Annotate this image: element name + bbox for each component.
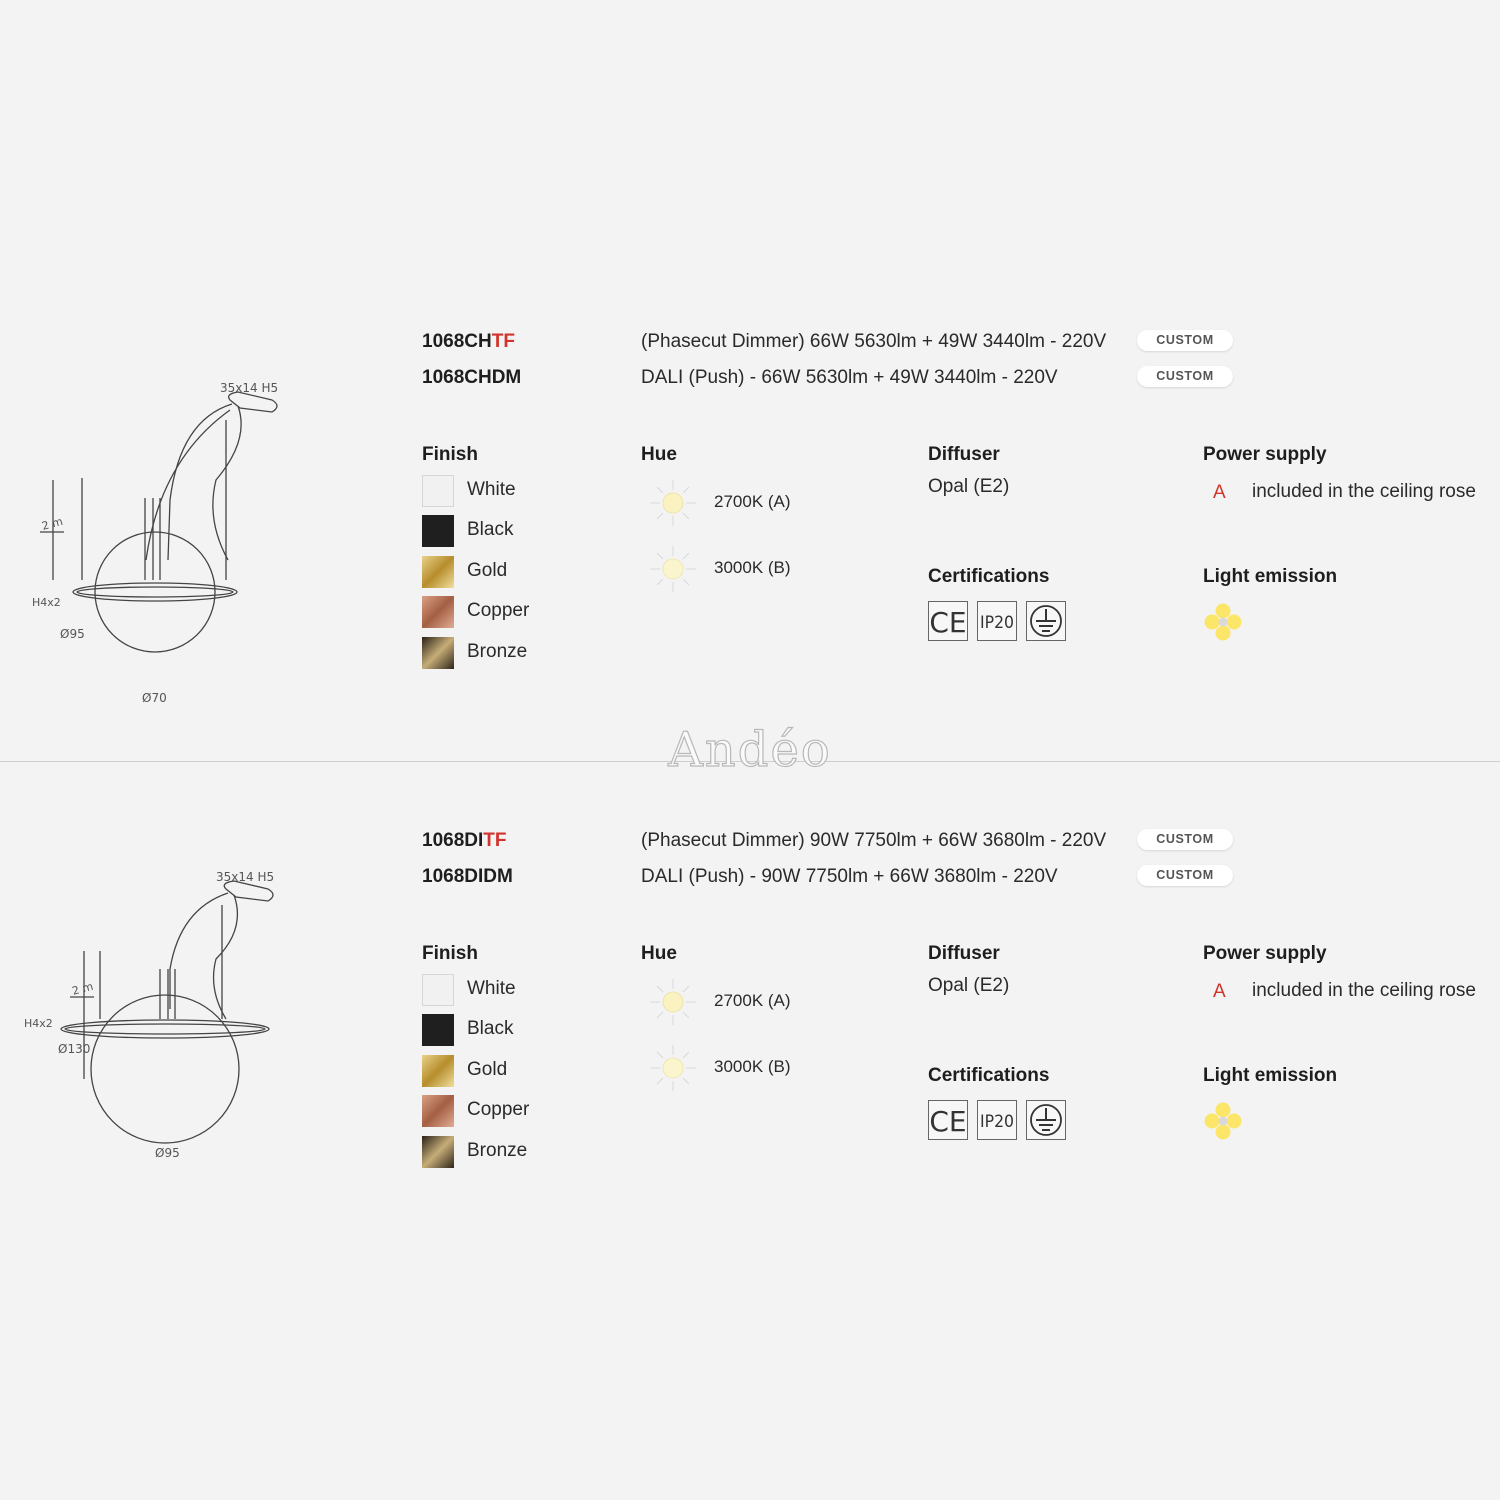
- model-code-2a: 1068DITF: [422, 830, 507, 851]
- power-supply-heading: Power supply: [1203, 943, 1327, 964]
- product-section-2: [0, 819, 1500, 1239]
- swatch-bronze: [422, 1136, 454, 1168]
- finish-label: Copper: [467, 1099, 530, 1120]
- power-supply-value: included in the ceiling rose: [1252, 481, 1476, 502]
- light-emission-icon: [1202, 1100, 1244, 1142]
- model-spec-2a: (Phasecut Dimmer) 90W 7750lm + 66W 3680lm - 220V: [641, 830, 1107, 851]
- model-code-1a: 1068CHTF: [422, 331, 515, 352]
- finish-heading: Finish: [422, 444, 478, 465]
- sun-warm-icon: [648, 478, 698, 528]
- drawing-globe-label: Ø95: [155, 1146, 180, 1160]
- drawing-height-label: H4x2: [32, 596, 61, 609]
- custom-badge-2b[interactable]: CUSTOM: [1137, 865, 1233, 886]
- diffuser-value: Opal (E2): [928, 476, 1010, 497]
- certifications-row: [928, 1100, 1068, 1142]
- brand-logo: Andéo: [668, 722, 832, 778]
- technical-drawing-1: [20, 380, 300, 705]
- swatch-white: [422, 974, 454, 1006]
- finish-label: Bronze: [467, 1140, 528, 1161]
- model-code-2b: 1068DIDM: [422, 866, 513, 887]
- svg-text:CE: CE: [929, 606, 967, 639]
- diffuser-heading: Diffuser: [928, 444, 1000, 465]
- drawing-canopy-label: 35x14 H5: [216, 870, 275, 884]
- swatch-black: [422, 515, 454, 547]
- finish-label: White: [467, 978, 516, 999]
- energy-class: A: [1213, 981, 1226, 1002]
- swatch-black: [422, 1014, 454, 1046]
- finish-label: White: [467, 479, 516, 500]
- svg-text:IP20: IP20: [980, 613, 1014, 633]
- model-spec-1b: DALI (Push) - 66W 5630lm + 49W 3440lm - 220V: [641, 367, 1058, 388]
- hue-label: 2700K (A): [714, 991, 791, 1010]
- model-spec-1a: (Phasecut Dimmer) 66W 5630lm + 49W 3440lm - 220V: [641, 331, 1107, 352]
- diffuser-value: Opal (E2): [928, 975, 1010, 996]
- ground-protection-icon: [1026, 601, 1066, 641]
- light-emission-heading: Light emission: [1203, 566, 1338, 587]
- hue-label: 3000K (B): [714, 1057, 791, 1076]
- finish-label: Copper: [467, 600, 530, 621]
- drawing-cable-label: 2 m: [70, 979, 95, 998]
- swatch-copper: [422, 1095, 454, 1127]
- product-section-1: [0, 320, 1500, 740]
- model-code-1b: 1068CHDM: [422, 367, 522, 388]
- certifications-heading: Certifications: [928, 1065, 1050, 1086]
- swatch-gold: [422, 556, 454, 588]
- ce-mark-icon: [928, 1100, 968, 1140]
- finish-label: Black: [467, 519, 514, 540]
- finish-label: Gold: [467, 560, 508, 581]
- custom-badge-1a[interactable]: CUSTOM: [1137, 330, 1233, 351]
- technical-drawing-2: [20, 869, 300, 1169]
- ip20-rating-icon: [977, 601, 1017, 641]
- hue-heading: Hue: [641, 444, 677, 465]
- diffuser-heading: Diffuser: [928, 943, 1000, 964]
- sun-warm-icon: [648, 977, 698, 1027]
- ip20-rating-icon: [977, 1100, 1017, 1140]
- svg-text:CE: CE: [929, 1105, 967, 1138]
- svg-text:IP20: IP20: [980, 1112, 1014, 1132]
- drawing-ring-label: Ø130: [58, 1042, 91, 1056]
- certifications-heading: Certifications: [928, 566, 1050, 587]
- power-supply-heading: Power supply: [1203, 444, 1327, 465]
- drawing-canopy-label: 35x14 H5: [220, 381, 279, 395]
- custom-badge-2a[interactable]: CUSTOM: [1137, 829, 1233, 850]
- ground-protection-icon: [1026, 1100, 1066, 1140]
- light-emission-icon: [1202, 601, 1244, 643]
- swatch-white: [422, 475, 454, 507]
- sun-neutral-icon: [648, 544, 698, 594]
- sun-neutral-icon: [648, 1043, 698, 1093]
- drawing-height-label: H4x2: [24, 1017, 53, 1030]
- drawing-cable-label: 2 m: [40, 514, 65, 533]
- swatch-copper: [422, 596, 454, 628]
- finish-label: Bronze: [467, 641, 528, 662]
- hue-label: 2700K (A): [714, 492, 791, 511]
- model-spec-2b: DALI (Push) - 90W 7750lm + 66W 3680lm - 220V: [641, 866, 1058, 887]
- certifications-row: [928, 601, 1068, 643]
- drawing-ring-label: Ø95: [60, 627, 85, 641]
- swatch-bronze: [422, 637, 454, 669]
- drawing-globe-label: Ø70: [142, 691, 167, 705]
- swatch-gold: [422, 1055, 454, 1087]
- hue-heading: Hue: [641, 943, 677, 964]
- light-emission-heading: Light emission: [1203, 1065, 1338, 1086]
- energy-class: A: [1213, 482, 1226, 503]
- custom-badge-1b[interactable]: CUSTOM: [1137, 366, 1233, 387]
- hue-label: 3000K (B): [714, 558, 791, 577]
- power-supply-value: included in the ceiling rose: [1252, 980, 1476, 1001]
- finish-label: Black: [467, 1018, 514, 1039]
- ce-mark-icon: [928, 601, 968, 641]
- finish-label: Gold: [467, 1059, 508, 1080]
- finish-heading: Finish: [422, 943, 478, 964]
